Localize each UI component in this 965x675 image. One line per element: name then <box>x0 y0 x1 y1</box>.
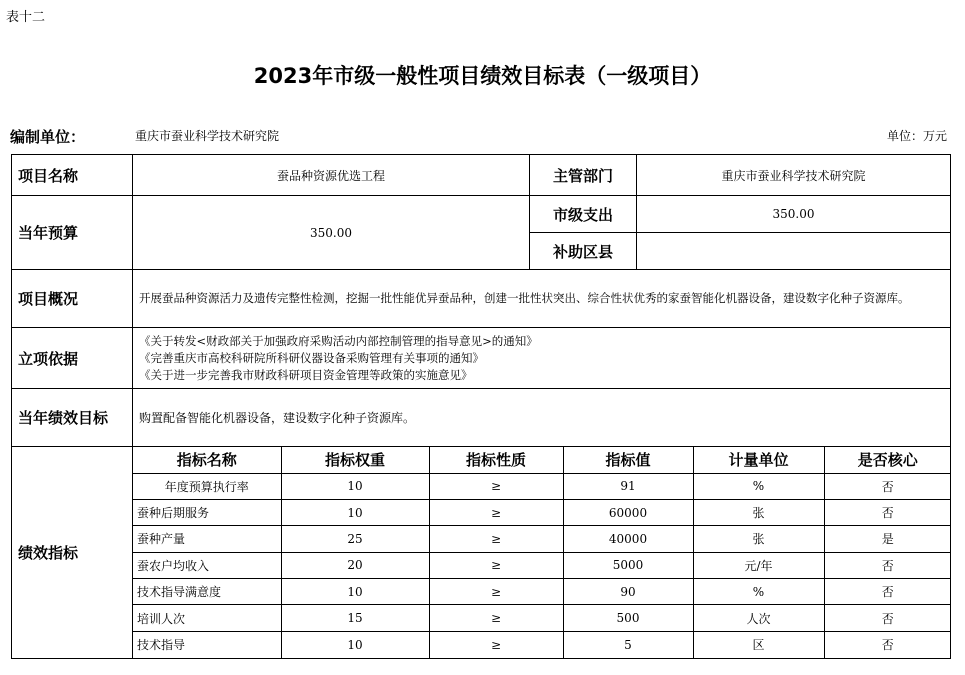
col-header-weight: 指标权重 <box>281 447 429 473</box>
indicators-table <box>133 447 951 658</box>
col-header-core: 是否核心 <box>824 447 951 473</box>
unit-label: 编制单位： <box>10 128 86 146</box>
indicator-nature: ≥ <box>429 526 563 552</box>
indicator-value: 90 <box>563 579 693 605</box>
performance-table <box>11 154 951 659</box>
project-name-row <box>12 155 951 196</box>
indicators-header <box>133 447 951 473</box>
subsidy-label: 补助区县 <box>530 233 637 270</box>
indicator-core: 否 <box>824 473 951 499</box>
indicators-label: 绩效指标 <box>12 447 133 659</box>
indicator-core: 是 <box>824 526 951 552</box>
indicator-nature: ≥ <box>429 499 563 525</box>
indicator-weight: 10 <box>281 579 429 605</box>
dept-label: 主管部门 <box>530 155 637 196</box>
basis-label: 立项依据 <box>12 328 133 389</box>
indicator-value: 5000 <box>563 552 693 578</box>
indicator-weight: 10 <box>281 499 429 525</box>
col-header-value: 指标值 <box>563 447 693 473</box>
goal-label: 当年绩效目标 <box>12 389 133 447</box>
indicator-unit: % <box>693 579 824 605</box>
budget-label: 当年预算 <box>12 196 133 270</box>
indicator-nature: ≥ <box>429 473 563 499</box>
table-row <box>133 473 951 499</box>
city-spend-label: 市级支出 <box>530 196 637 233</box>
page-title: 2023年市级一般性项目绩效目标表（一级项目） <box>253 64 712 88</box>
indicator-core: 否 <box>824 605 951 631</box>
indicator-weight: 20 <box>281 552 429 578</box>
col-header-name: 指标名称 <box>133 447 281 473</box>
table-row <box>133 631 951 657</box>
indicator-unit: 张 <box>693 499 824 525</box>
indicator-value: 500 <box>563 605 693 631</box>
basis-item: 《完善重庆市高校科研院所科研仪器设备采购管理有关事项的通知》 <box>139 350 484 365</box>
budget-row <box>12 196 951 233</box>
indicators-cell <box>133 447 951 659</box>
basis-list <box>133 328 951 389</box>
city-spend-value: 350.00 <box>637 196 951 233</box>
indicator-value: 5 <box>563 631 693 657</box>
basis-item: 《关于进一步完善我市财政科研项目资金管理等政策的实施意见》 <box>139 367 473 382</box>
indicator-weight: 25 <box>281 526 429 552</box>
indicator-name: 培训人次 <box>133 605 281 631</box>
indicator-core: 否 <box>824 552 951 578</box>
indicator-name: 蚕种产量 <box>133 526 281 552</box>
indicator-name: 蚕农户均收入 <box>133 552 281 578</box>
goal-row <box>12 389 951 447</box>
subsidy-value <box>637 233 951 270</box>
table-row <box>133 579 951 605</box>
indicator-weight: 15 <box>281 605 429 631</box>
indicator-value: 60000 <box>563 499 693 525</box>
indicator-unit: 区 <box>693 631 824 657</box>
indicator-core: 否 <box>824 579 951 605</box>
table-row <box>133 499 951 525</box>
unit-name: 重庆市蚕业科学技术研究院 <box>135 129 280 143</box>
document-tag: 表十二 <box>6 10 46 25</box>
money-unit: 单位：万元 <box>886 129 947 143</box>
table-row <box>133 526 951 552</box>
overview-label: 项目概况 <box>12 270 133 328</box>
indicator-name: 技术指导满意度 <box>133 579 281 605</box>
indicator-nature: ≥ <box>429 605 563 631</box>
overview-text: 开展蚕品种资源活力及遗传完整性检测，挖掘一批性能优异蚕品种，创建一批性状突出、综合性状优秀的家蚕智能化机器设备，建设数字化种子资源库。 <box>133 270 951 328</box>
indicator-value: 91 <box>563 473 693 499</box>
basis-row <box>12 328 951 389</box>
indicator-nature: ≥ <box>429 552 563 578</box>
indicator-name: 蚕种后期服务 <box>133 499 281 525</box>
indicator-nature: ≥ <box>429 631 563 657</box>
indicator-unit: 人次 <box>693 605 824 631</box>
indicators-row <box>12 447 951 659</box>
table-row <box>133 605 951 631</box>
dept-value: 重庆市蚕业科学技术研究院 <box>637 155 951 196</box>
indicator-unit: % <box>693 473 824 499</box>
budget-value: 350.00 <box>133 196 530 270</box>
indicator-core: 否 <box>824 631 951 657</box>
indicator-name: 年度预算执行率 <box>133 473 281 499</box>
table-row <box>133 552 951 578</box>
indicator-weight: 10 <box>281 473 429 499</box>
indicator-unit: 张 <box>693 526 824 552</box>
project-name-value: 蚕品种资源优选工程 <box>133 155 530 196</box>
overview-row <box>12 270 951 328</box>
project-name-label: 项目名称 <box>12 155 133 196</box>
indicator-core: 否 <box>824 499 951 525</box>
indicator-unit: 元/年 <box>693 552 824 578</box>
col-header-nature: 指标性质 <box>429 447 563 473</box>
indicator-weight: 10 <box>281 631 429 657</box>
indicator-name: 技术指导 <box>133 631 281 657</box>
indicator-value: 40000 <box>563 526 693 552</box>
basis-item: 《关于转发<财政部关于加强政府采购活动内部控制管理的指导意见>的通知》 <box>139 333 538 348</box>
goal-text: 购置配备智能化机器设备，建设数字化种子资源库。 <box>133 389 951 447</box>
indicator-nature: ≥ <box>429 579 563 605</box>
col-header-unit: 计量单位 <box>693 447 824 473</box>
